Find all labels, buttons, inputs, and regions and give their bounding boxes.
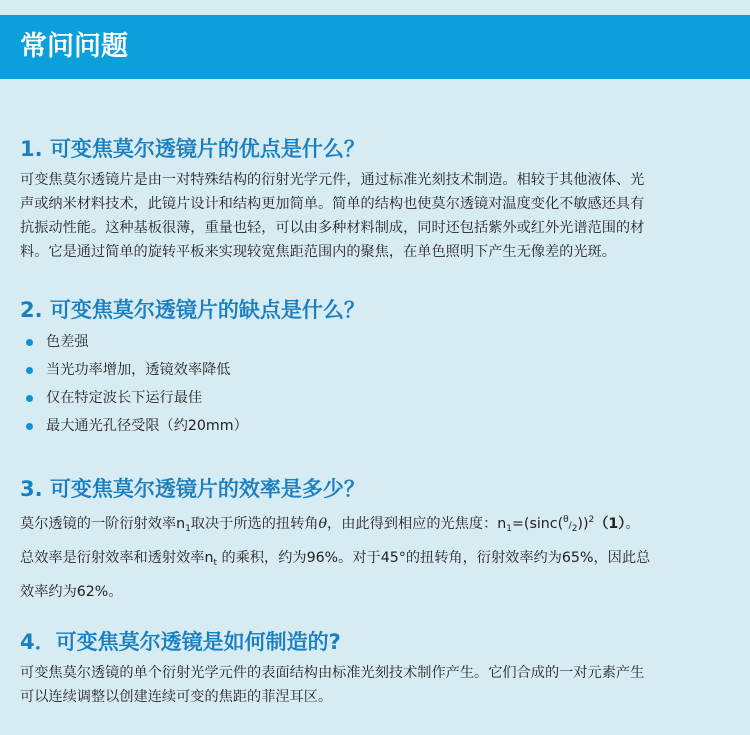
theta-symbol: θ	[318, 516, 328, 532]
list-item: 色差强	[20, 328, 732, 356]
disadvantage-list	[20, 328, 732, 440]
answer-line: 声或纳米材料技术，此镜片设计和结构更加简单。简单的结构也使莫尔透镜对温度变化不敏感还具有	[20, 196, 645, 212]
list-item: 仅在特定波长下运行最佳	[20, 384, 732, 412]
list-item: 当光功率增加，透镜效率降低	[20, 356, 732, 384]
answer-text	[20, 168, 732, 264]
answer-line: 效率约为62%。	[20, 584, 123, 600]
bullet-icon	[26, 367, 33, 374]
answer-line: 可变焦莫尔透镜的单个衍射光学元件的表面结构由标准光刻技术制作产生。它们合成的一对元素产生	[20, 665, 645, 681]
faq-section-advantages	[20, 134, 732, 264]
header-bar	[0, 15, 750, 79]
question-title: 1. 可变焦莫尔透镜片的优点是什么？	[20, 137, 365, 161]
list-item: 最大通光孔径受限（约20mm）	[20, 412, 732, 440]
faq-section-efficiency	[20, 474, 732, 607]
equation-ref: （1）	[594, 516, 626, 532]
bullet-icon	[26, 423, 33, 430]
question-title: 3. 可变焦莫尔透镜片的效率是多少？	[20, 477, 365, 501]
answer-line: 抗振动性能。这种基板很薄，重量也轻，可以由多种材料制成，同时还包括紫外或红外光谱范围的材	[20, 220, 645, 236]
page-title: 常问问题	[20, 31, 128, 62]
answer-text	[20, 661, 732, 709]
question-title: 2. 可变焦莫尔透镜片的缺点是什么？	[20, 298, 365, 322]
bullet-icon	[26, 339, 33, 346]
answer-line: 可以连续调整以创建连续可变的焦距的菲涅耳区。	[20, 689, 333, 705]
faq-section-manufacturing	[20, 627, 732, 709]
answer-line: 可变焦莫尔透镜片是由一对特殊结构的衍射光学元件，通过标准光刻技术制造。相较于其他液体、光	[20, 172, 645, 188]
bullet-icon	[26, 395, 33, 402]
answer-text	[20, 506, 732, 607]
answer-line: 料。它是通过简单的旋转平板来实现较宽焦距范围内的聚焦，在单色照明下产生无像差的光斑。	[20, 244, 616, 260]
faq-section-disadvantages	[20, 295, 732, 440]
answer-line: 莫尔透镜的一阶衍射效率$n_1$取决于所选的扭转角θ，由此得到相应的光焦度：$n_1=(\sin c(\theta/2))^2(1)$。	[20, 515, 640, 534]
question-title: 4．可变焦莫尔透镜是如何制造的?	[20, 630, 341, 654]
fraction: θ/2	[563, 515, 578, 534]
answer-line: 总效率是衍射效率和透射效率$n_t$ 的乘积，约为96%。对于45°的扭转角，衍射效率约为65%，因此总	[20, 550, 651, 568]
